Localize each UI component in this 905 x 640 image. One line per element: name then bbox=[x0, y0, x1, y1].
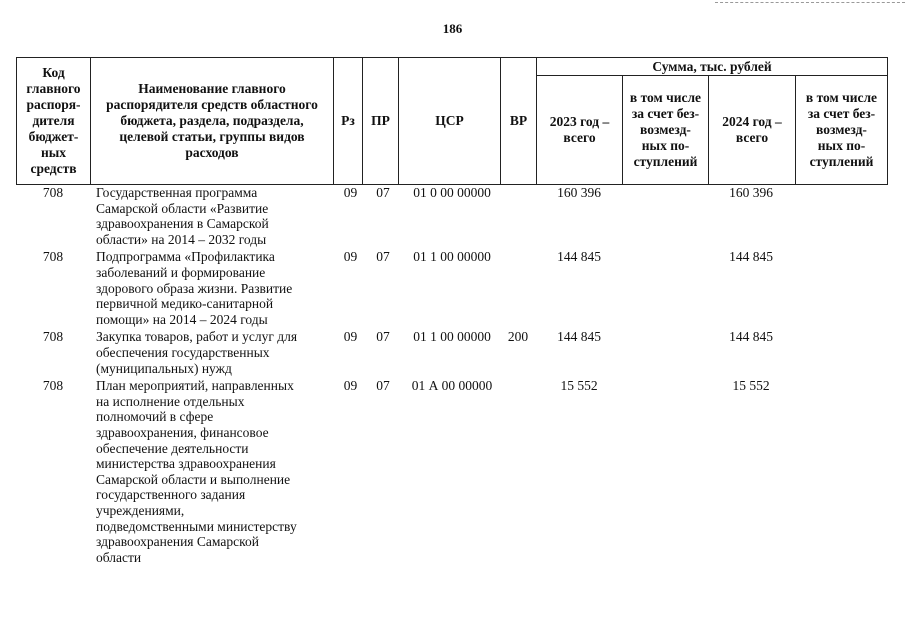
header-rz: Рз bbox=[334, 58, 363, 185]
cell-name-line: Самарской области и выполнение bbox=[96, 471, 291, 487]
cell-name-line: на исполнение отдельных bbox=[96, 393, 245, 409]
cell-pr: 07 bbox=[376, 249, 390, 265]
cell-2024-total: 144 845 bbox=[729, 329, 773, 345]
cell-rz: 09 bbox=[343, 329, 358, 345]
cell-2023-total: 144 845 bbox=[557, 249, 601, 265]
scan-artifact-line bbox=[715, 2, 905, 3]
cell-rz: 09 bbox=[343, 185, 358, 200]
cell-code: 708 bbox=[42, 329, 64, 345]
cell-pr: 07 bbox=[376, 185, 390, 200]
cell-code: 708 bbox=[42, 249, 64, 265]
cell-name-line: Закупка товаров, работ и услуг для bbox=[96, 329, 298, 345]
cell-name-line: помощи» на 2014 – 2024 годы bbox=[96, 311, 268, 327]
cell-name-line: государственного задания bbox=[96, 487, 246, 503]
header-sum: Сумма, тыс. рублей bbox=[537, 58, 888, 76]
cell-name-line: (муниципальных) нужд bbox=[96, 360, 232, 376]
cell-csr: 01 1 00 00000 bbox=[413, 249, 491, 265]
header-pr: ПР bbox=[363, 58, 399, 185]
cell-csr: 01 0 00 00000 bbox=[413, 185, 491, 200]
cell-name-line: учреждениями, bbox=[96, 502, 185, 518]
cell-name-line: здравоохранения Самарской bbox=[96, 534, 259, 550]
cell-name-line: обеспечения государственных bbox=[96, 344, 270, 360]
cell-name bbox=[96, 378, 346, 565]
header-vr: ВР bbox=[501, 58, 537, 185]
cell-code: 708 bbox=[42, 185, 64, 200]
cell-name-line: здравоохранения в Самарской bbox=[96, 216, 269, 232]
cell-csr: 01 А 00 00000 bbox=[411, 378, 493, 394]
cell-name-line: заболеваний и формирование bbox=[96, 264, 266, 280]
cell-name-line: области» на 2014 – 2032 годы bbox=[96, 231, 267, 247]
cell-name bbox=[96, 329, 346, 376]
cell-name-line: здравоохранения, финансовое bbox=[96, 424, 269, 440]
cell-2024-total: 144 845 bbox=[729, 249, 773, 265]
header-name: Наименование главного распорядителя средств областного бюджета, раздела, подраздела, целевой статьи, группы видов расходов bbox=[91, 58, 334, 185]
cell-pr: 07 bbox=[376, 329, 390, 345]
header-2024-free: в том числе за счет без-возмезд-ных по-ступлений bbox=[796, 76, 888, 185]
cell-name bbox=[96, 185, 346, 247]
header-code: Код главного распоря-дителя бюджет-ных средств bbox=[17, 58, 91, 185]
header-csr: ЦСР bbox=[399, 58, 501, 185]
cell-2023-total: 160 396 bbox=[557, 185, 601, 200]
cell-csr: 01 1 00 00000 bbox=[413, 329, 491, 345]
cell-2023-total: 15 552 bbox=[560, 378, 598, 394]
cell-name-line: области bbox=[96, 549, 142, 565]
cell-2024-total: 160 396 bbox=[729, 185, 773, 200]
cell-name-line: полномочий в сфере bbox=[96, 409, 214, 425]
cell-name-line: Подпрограмма «Профилактика bbox=[96, 249, 275, 265]
cell-name-line: здорового образа жизни. Развитие bbox=[96, 280, 293, 296]
cell-name-line: обеспечение деятельности bbox=[96, 440, 249, 456]
cell-name-line: первичной медико-санитарной bbox=[96, 296, 274, 312]
header-2024-total: 2024 год – всего bbox=[709, 76, 796, 185]
cell-rz: 09 bbox=[343, 378, 358, 394]
page-number: 186 bbox=[442, 21, 463, 36]
cell-code: 708 bbox=[42, 378, 64, 394]
header-2023-total: 2023 год – всего bbox=[537, 76, 623, 185]
cell-name-line: Самарской области «Развитие bbox=[96, 200, 269, 216]
cell-name bbox=[96, 249, 346, 327]
cell-name-line: План мероприятий, направленных bbox=[96, 378, 294, 394]
cell-vr: 200 bbox=[507, 329, 529, 345]
cell-pr: 07 bbox=[376, 378, 390, 394]
cell-2023-total: 144 845 bbox=[557, 329, 601, 345]
cell-2024-total: 15 552 bbox=[732, 378, 770, 394]
cell-name-line: подведомственными министерству bbox=[96, 518, 297, 534]
header-2023-free: в том числе за счет без-возмезд-ных по-ступлений bbox=[623, 76, 709, 185]
cell-rz: 09 bbox=[343, 249, 358, 265]
table-header bbox=[16, 57, 888, 185]
cell-name-line: Государственная программа bbox=[96, 185, 258, 200]
cell-name-line: министерства здравоохранения bbox=[96, 456, 276, 472]
